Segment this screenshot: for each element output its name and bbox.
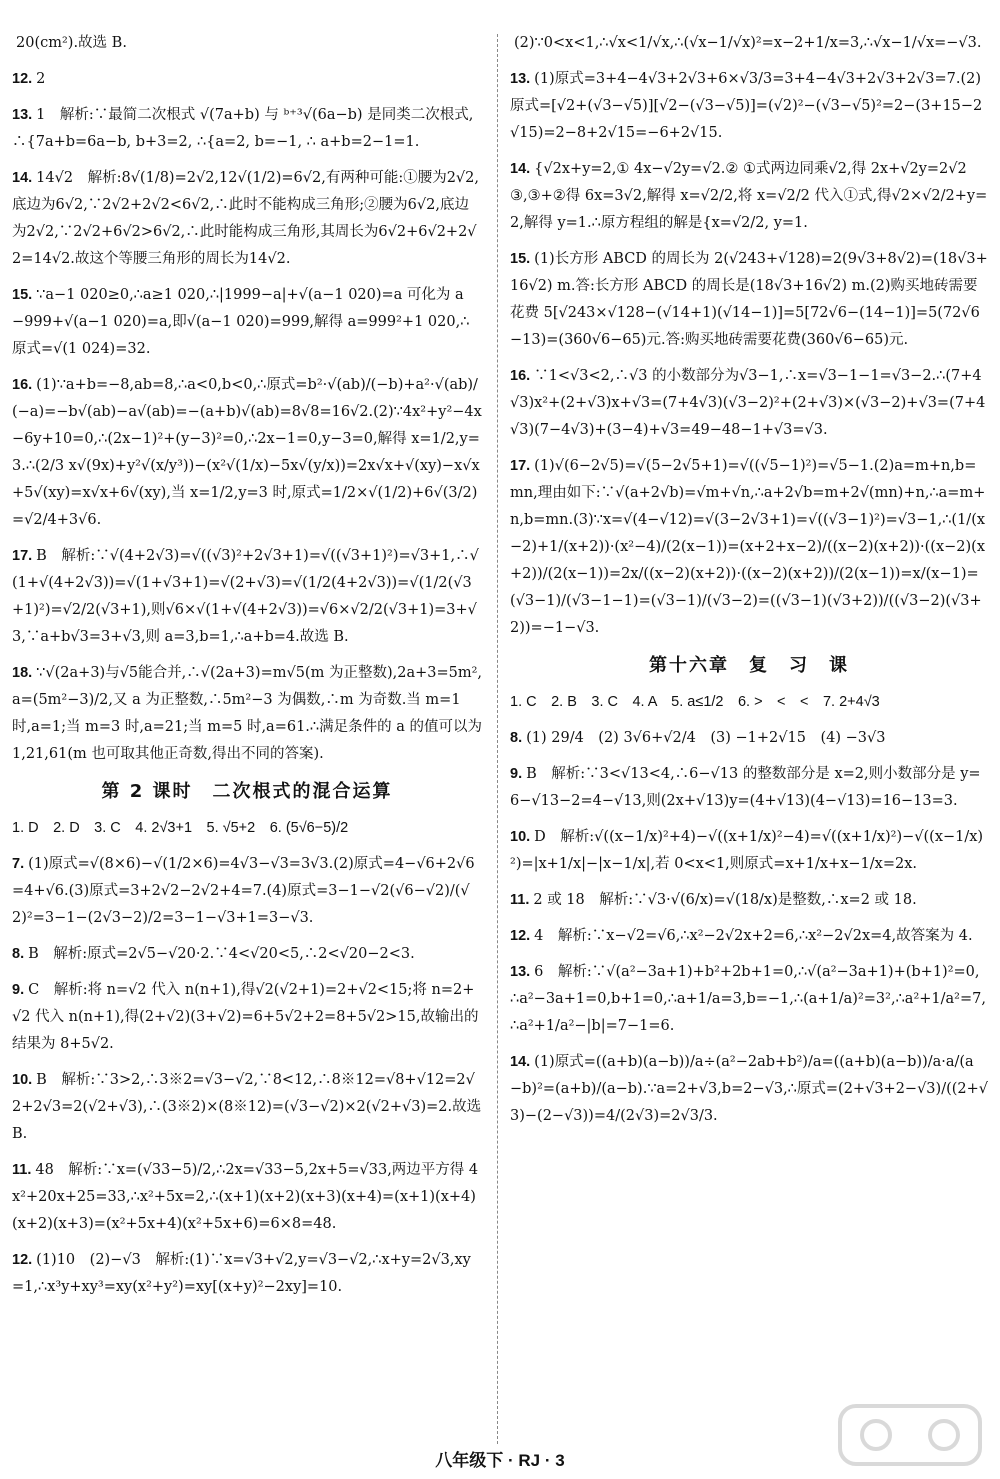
answer-item xyxy=(510,761,988,815)
answer-text: 14√2 解析:8√(1/8)=2√2,12√(1/2)=6√2,有两种可能:①腰为2√2,底边为6√2,∵2√2+2√2<6√2,∴此时不能构成三角形;②腰为6√2,底边为2√2,∵2√2+6√2>6√2,∴此时能构成三角形,其周长为6√2+6√2+2√2=14√2.故这个等腰三角形的周长为14√2. xyxy=(12,170,480,267)
answer-number: 13. xyxy=(12,107,33,123)
answer-text: ∵a−1 020≥0,∴a≥1 020,∴|1999−a|+√(a−1 020)=a 可化为 a−999+√(a−1 020)=a,即√(a−1 020)=999,解得 a=999²+1 020,∴原式=√(1 024)=32. xyxy=(12,287,470,357)
right-answer-list xyxy=(510,30,988,642)
answer-number: 12. xyxy=(12,1252,33,1268)
lesson-title: 第 2 课时 二次根式的混合运算 xyxy=(101,781,393,802)
answer-text: B 解析:∵3>2,∴3※2=√3−√2,∵8<12,∴8※12=√8+√12=2√2+2√3=2(√2+√3),∴(3※2)×(8※12)=(√3−√2)×2(√2+√3)=2.故选 B. xyxy=(12,1072,482,1142)
answer-item xyxy=(12,851,482,932)
answer-item xyxy=(12,941,482,968)
answer-number: 13. xyxy=(510,964,531,980)
answer-number: 14. xyxy=(510,1054,531,1070)
answer-number: 11. xyxy=(510,892,530,908)
column-divider xyxy=(497,34,498,1444)
answer-text: 4 解析:∵x−√2=√6,∴x²−2√2x+2=6,∴x²−2√2x=4,故答案为 4. xyxy=(534,928,973,944)
answer-item xyxy=(510,725,988,752)
answer-text: 6 解析:∵√(a²−3a+1)+b²+2b+1=0,∴√(a²−3a+1)+(b+1)²=0,∴a²−3a+1=0,b+1=0,∴a+1/a=3,b=−1,∴(a+1/a)²=3²,∴a²+1/a²=7,∴a²+1/a²−|b|=7−1=6. xyxy=(510,964,986,1034)
answer-item xyxy=(510,246,988,354)
answer-text: B 解析:原式=2√5−√20·2.∵4<√20<5,∴2<√20−2<3. xyxy=(28,946,415,962)
answer-number: 14. xyxy=(510,161,531,177)
answer-item xyxy=(12,660,482,768)
answer-text: 2 或 18 解析:∵√3·√(6/x)=√(18/x)是整数,∴x=2 或 18. xyxy=(533,892,917,908)
answer-item xyxy=(510,66,988,147)
left-answer-list-2 xyxy=(12,851,482,1301)
answer-number: 9. xyxy=(12,982,25,998)
choice-answers-line: 1. D 2. D 3. C 4. 2√3+1 5. √5+2 6. (5√6−5)/2 xyxy=(12,820,349,836)
answer-item xyxy=(510,363,988,444)
answer-text: D 解析:√((x−1/x)²+4)−√((x+1/x)²−4)=√((x+1/x)²)−√((x−1/x)²)=|x+1/x|−|x−1/x|,若 0<x<1,则原式=x+1/x+x−1/x=2x. xyxy=(510,829,984,872)
answer-item xyxy=(510,453,988,642)
answer-text: {√2x+y=2,① 4x−√2y=√2.② ①式两边同乘√2,得 2x+√2y=2√2 ③,③+②得 6x=3√2,解得 x=√2/2,将 x=√2/2 代入①式,得√2×√2/2+y=2,解得 y=1.∴原方程组的解是{x=√2/2, y=1. xyxy=(510,161,988,231)
answer-item xyxy=(12,1247,482,1301)
answer-text: ∵√(2a+3)与√5能合并,∴√(2a+3)=m√5(m 为正整数),2a+3=5m²,a=(5m²−3)/2,又 a 为正整数,∴5m²−3 为偶数,∴m 为奇数.当 m=1 时,a=1;当 m=3 时,a=21;当 m=5 时,a=61.∴满足条件的 a 的值可以为 1,21,61(m 也可取其他正奇数,得出不同的答案). xyxy=(12,665,483,762)
answer-text: B 解析:∵√(4+2√3)=√((√3)²+2√3+1)=√((√3+1)²)=√3+1,∴√(1+√(4+2√3))=√(1+√3+1)=√(2+√3)=√(1/2(4+2√3))=√(1/2(√3+1)²)=√2/2(√3+1),则√6×√(1+√(4+2√3))=√6×√2/2(√3+1)=3+√3,∵a+b√3=3+√3,则 a=3,b=1,∴a+b=4.故选 B. xyxy=(12,548,479,645)
answer-item xyxy=(12,1067,482,1148)
left-answer-list xyxy=(12,30,482,768)
answer-item xyxy=(12,977,482,1058)
answer-text: (1)10 (2)−√3 解析:(1)∵x=√3+√2,y=√3−√2,∴x+y=2√3,xy=1,∴x³y+xy³=xy(x²+y²)=xy[(x+y)²−2xy]=10. xyxy=(12,1252,471,1295)
answer-number: 13. xyxy=(510,71,531,87)
page-footer: 八年级下 · RJ · 3 xyxy=(435,1451,565,1470)
answer-item xyxy=(12,165,482,273)
answer-text: 20(cm²).故选 B. xyxy=(16,35,127,51)
answer-number: 10. xyxy=(510,829,531,845)
answer-text: C 解析:将 n=√2 代入 n(n+1),得√2(√2+1)=2+√2<15;将 n=2+√2 代入 n(n+1),得(2+√2)(3+√2)=6+5√2+2=8+5√2>15,故输出的结果为 8+5√2. xyxy=(12,982,479,1052)
answer-number: 17. xyxy=(12,548,33,564)
answer-item xyxy=(510,887,988,914)
answer-text: 48 解析:∵x=(√33−5)/2,∴2x=√33−5,2x+5=√33,两边平方得 4x²+20x+25=33,∴x²+5x=2,∴(x+1)(x+2)(x+3)(x+4)=(x+1)(x+4)(x+2)(x+3)=(x²+5x+4)(x²+5x+6)=6×8=48. xyxy=(12,1162,479,1232)
answer-text: (1)原式=√(8×6)−√(1/2×6)=4√3−√3=3√3.(2)原式=4−√6+2√6=4+√6.(3)原式=3+2√2−2√2+4=7.(4)原式=3−1−√2(√6−√2)/(√2)²=3−1−(2√3−2)/2=3−1−√3+1=3−√3. xyxy=(12,856,475,926)
answer-item xyxy=(12,30,482,57)
answer-text: (1) 29/4 (2) 3√6+√2/4 (3) −1+2√15 (4) −3√3 xyxy=(526,730,886,746)
answer-text: (1)∵a+b=−8,ab=8,∴a<0,b<0,∴原式=b²·√(ab)/(−b)+a²·√(ab)/(−a)=−b√(ab)−a√(ab)=−(a+b)√(ab)=8√8=16√2.(2)∵4x²+y²−4x−6y+10=0,∴(2x−1)²+(y−3)²=0,∴2x−1=0,y−3=0,解得 x=1/2,y=3.∴(2/3 x√(9x)+y²√(x/y³))−(x²√(1/x)−5x√(y/x))=2x√x+√(xy)−x√x+5√(xy)=x√x+6√(xy),当 x=1/2,y=3 时,原式=1/2×√(1/2)+6√(3/2)=√2/4+3√6. xyxy=(12,377,482,528)
answer-text: ∵1<√3<2,∴√3 的小数部分为√3−1,∴x=√3−1−1=√3−2.∴(7+4√3)x²+(2+√3)x+√3=(7+4√3)(√3−2)²+(2+√3)×(√3−2)+√3=(7+4√3)(7−4√3)+(3−4)+√3=49−48−1+√3=√3. xyxy=(510,368,986,438)
answer-number: 16. xyxy=(12,377,33,393)
answer-item xyxy=(12,1157,482,1238)
answer-number: 14. xyxy=(12,170,33,186)
answer-item xyxy=(510,824,988,878)
answer-number: 15. xyxy=(12,287,33,303)
answer-item xyxy=(12,282,482,363)
answer-item xyxy=(12,372,482,534)
answer-number: 9. xyxy=(510,766,523,782)
answer-number: 11. xyxy=(12,1162,32,1178)
chapter-review-title: 第十六章 复 习 课 xyxy=(649,655,849,676)
left-column xyxy=(12,30,482,1310)
answer-text: 2 xyxy=(36,71,46,87)
answer-item xyxy=(510,1049,988,1130)
review-choice-answers-line: 1. C 2. B 3. C 4. A 5. a≤1/2 6. > < < 7. 2+4√3 xyxy=(510,694,880,710)
answer-number: 17. xyxy=(510,458,531,474)
answer-number: 10. xyxy=(12,1072,33,1088)
answer-text: (1)√(6−2√5)=√(5−2√5+1)=√((√5−1)²)=√5−1.(2)a=m+n,b=mn,理由如下:∵√(a+2√b)=√m+√n,∴a+2√b=m+2√(mn)+n,∴a=m+n,b=mn.(3)∵x=√(4−√12)=√(3−2√3+1)=√((√3−1)²)=√3−1,∴(1/(x−2)+1/(x+2))·(x²−4)/(2(x−1))=(x+2+x−2)/((x−2)(x+2))·((x−2)(x+2))/(2(x−1))=2x/((x−2)(x+2))·((x−2)(x+2))/(2(x−1))=x/(x−1)=(√3−1)/(√3−1−1)=(√3−1)/(√3−2)=((√3−1)(√3+2))/((√3−2)(√3+2))=−1−√3. xyxy=(510,458,986,636)
answer-text: (2)∵0<x<1,∴√x<1/√x,∴(√x−1/√x)²=x−2+1/x=3,∴√x−1/√x=−√3. xyxy=(514,35,982,51)
answer-item xyxy=(510,923,988,950)
answer-text: (1)原式=((a+b)(a−b))/a÷(a²−2ab+b²)/a=((a+b)(a−b))/a·a/(a−b)²=(a+b)/(a−b).∵a=2+√3,b=2−√3,∴原式=(2+√3+2−√3)/((2+√3)−(2−√3))=4/(2√3)=2√3/3. xyxy=(510,1054,989,1124)
answer-item xyxy=(12,102,482,156)
answer-text: (1)原式=3+4−4√3+2√3+6×√3/3=3+4−4√3+2√3+2√3=7.(2)原式=[√2+(√3−√5)][√2−(√3−√5)]=(√2)²−(√3−√5)²=2−(3+15−2√15)=2−8+2√15=−6+2√15. xyxy=(510,71,983,141)
watermark-graphic xyxy=(836,1398,986,1472)
answer-item xyxy=(510,30,988,57)
answer-item xyxy=(12,543,482,651)
answer-number: 12. xyxy=(510,928,531,944)
answer-text: B 解析:∵3<√13<4,∴6−√13 的整数部分是 x=2,则小数部分是 y=6−√13−2=4−√13,则(2x+√13)y=(4+√13)(4−√13)=16−13=3. xyxy=(510,766,981,809)
answer-number: 8. xyxy=(12,946,25,962)
answer-number: 15. xyxy=(510,251,531,267)
answer-site-watermark-icon xyxy=(836,1398,986,1472)
answer-item xyxy=(12,66,482,93)
right-column xyxy=(510,30,988,1139)
answer-item xyxy=(510,959,988,1040)
answer-text: 1 解析:∵最简二次根式 √(7a+b) 与 ᵇ⁺³√(6a−b) 是同类二次根式,∴{7a+b=6a−b, b+3=2, ∴{a=2, b=−1, ∴ a+b=2−1=1. xyxy=(12,107,474,150)
answer-number: 12. xyxy=(12,71,33,87)
answer-number: 8. xyxy=(510,730,523,746)
answer-number: 18. xyxy=(12,665,33,681)
answer-item xyxy=(510,156,988,237)
right-answer-list-2 xyxy=(510,725,988,1130)
answer-number: 16. xyxy=(510,368,531,384)
answer-number: 7. xyxy=(12,856,25,872)
answer-text: (1)长方形 ABCD 的周长为 2(√243+√128)=2(9√3+8√2)=(18√3+16√2) m.答:长方形 ABCD 的周长是(18√3+16√2) m.(2)购买地砖需要花费 5[√243×√128−(√14+1)(√14−1)]=5[72√6−(14−1)]=5(72√6−13)=(360√6−65)元.答:购买地砖需要花费(360√6−65)元. xyxy=(510,251,988,348)
